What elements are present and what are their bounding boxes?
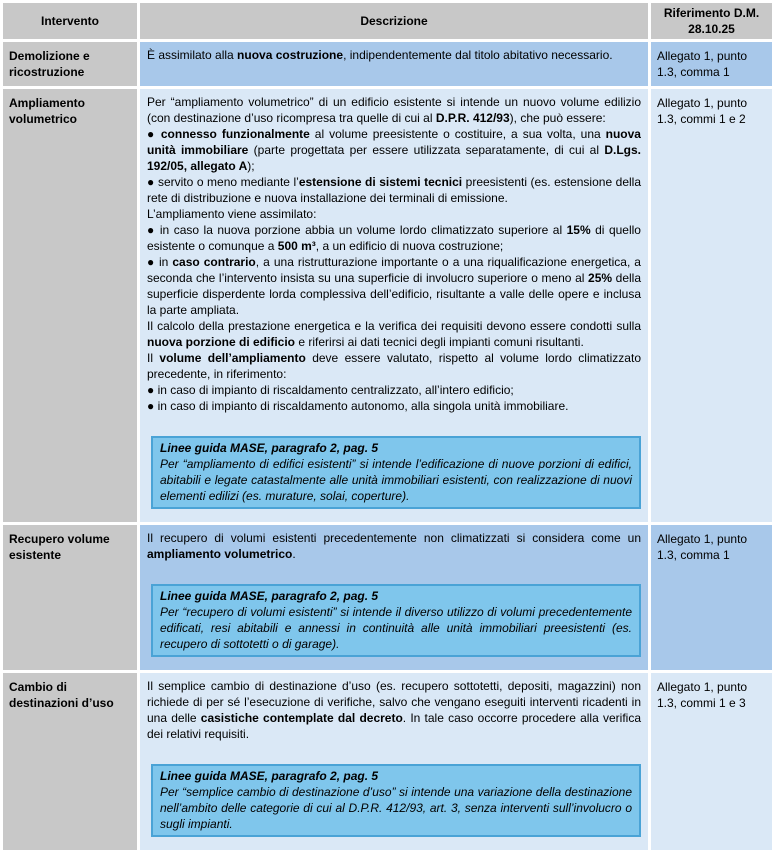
row-intervento: Recupero volume esistente — [3, 525, 137, 670]
linee-guida-title: Linee guida MASE, paragrafo 2, pag. 5 — [160, 441, 379, 455]
row-intervento: Demolizione e ricostruzione — [3, 42, 137, 86]
header-row — [3, 3, 772, 39]
table-row — [3, 673, 772, 850]
header-intervento: Intervento — [3, 3, 137, 39]
row-descrizione — [140, 42, 648, 86]
header-riferimento: Riferimento D.M. 28.10.25 — [651, 3, 772, 39]
table-row — [3, 525, 772, 670]
row-descrizione — [140, 89, 648, 522]
linee-guida-box — [151, 584, 641, 657]
linee-guida-text: Per “ampliamento di edifici esistenti” si intende l’edificazione di nuove porzioni di edifici, abitabili e legate catastalmente alle unità immobiliari esistenti, con realizzazione di nuovi elementi edilizi (es. murature, solai, coperture). — [160, 457, 632, 503]
header-descrizione: Descrizione — [140, 3, 648, 39]
row-riferimento: Allegato 1, punto 1.3, commi 1 e 2 — [651, 89, 772, 522]
descrizione-text: Il recupero di volumi esistenti precedentemente non climatizzati si considera come un ampliamento volumetrico. — [147, 531, 641, 561]
linee-guida-title: Linee guida MASE, paragrafo 2, pag. 5 — [160, 589, 379, 603]
descrizione-text: Per “ampliamento volumetrico” di un edificio esistente si intende un nuovo volume edilizio (con destinazione d’uso ricompresa tra quelle di cui al D.P.R. 412/93), che può essere: ● connesso funzionalmente al volume preesistente o costituire, a sua volta, una nuova unità immobiliare (parte progettata per essere utilizzata separatamente, di cui al D.Lgs. 192/05, allegato A); ● servito o meno mediante l’estensione di sistemi tecnici preesistenti (es. estensione della rete di distribuzione e nuova installazione dei terminali di emissione. L’ampliamento viene assimilato: ● in caso la nuova porzione abbia un volume lordo climatizzato superiore al 15% di quello esistente o comunque a 500 m³, a un edificio di nuova costruzione; ● in caso contrario, a una ristrutturazione importante o a una riqualificazione energetica, a seconda che l’intervento insista su una superficie di involucro superiore o meno al 25% della superficie disperdente lorda complessiva dell’edificio, risultante a valle delle opere e inclusa la parte ampliata. Il calcolo della prestazione energetica e la verifica dei requisiti devono essere condotti sulla nuova porzione di edificio e riferirsi ai dati tecnici degli impianti comuni risultanti. Il volume dell’ampliamento deve essere valutato, rispetto al volume lordo climatizzato precedente, in riferimento: ● in caso di impianto di riscaldamento centralizzato, all’intero edificio; ● in caso di impianto di riscaldamento autonomo, alla singola unità immobiliare. — [147, 95, 642, 413]
linee-guida-text: Per “recupero di volumi esistenti” si intende il diverso utilizzo di volumi precedentemente edificati, resi abitabili e annessi in continuità alle unità immobiliari preesistenti (es. recupero di sottotetti o di garage). — [160, 605, 632, 651]
row-riferimento: Allegato 1, punto 1.3, comma 1 — [651, 42, 772, 86]
table-row — [3, 42, 772, 86]
row-intervento: Cambio di destinazioni d’uso — [3, 673, 137, 850]
linee-guida-box — [151, 764, 641, 837]
linee-guida-text: Per “semplice cambio di destinazione d’uso” si intende una variazione della destinazione nell’ambito delle categorie di cui al D.P.R. 412/93, art. 3, senza interventi sull’involucro o sugli impianti. — [160, 785, 632, 831]
descrizione-text: È assimilato alla nuova costruzione, indipendentemente dal titolo abitativo necessario. — [147, 48, 613, 62]
row-descrizione — [140, 525, 648, 670]
row-intervento: Ampliamento volumetrico — [3, 89, 137, 522]
row-riferimento: Allegato 1, punto 1.3, commi 1 e 3 — [651, 673, 772, 850]
linee-guida-box — [151, 436, 641, 509]
table-row — [3, 89, 772, 522]
row-descrizione — [140, 673, 648, 850]
linee-guida-title: Linee guida MASE, paragrafo 2, pag. 5 — [160, 769, 379, 783]
row-riferimento: Allegato 1, punto 1.3, comma 1 — [651, 525, 772, 670]
descrizione-text: Il semplice cambio di destinazione d’uso (es. recupero sottotetti, depositi, magazzini) non richiede di per sé l’esecuzione di verifiche, salvo che vengano eseguiti interventi ricadenti in una delle casistiche contemplate dal decreto. In tale caso occorre procedere alla verifica dei relativi requisiti. — [147, 679, 641, 741]
